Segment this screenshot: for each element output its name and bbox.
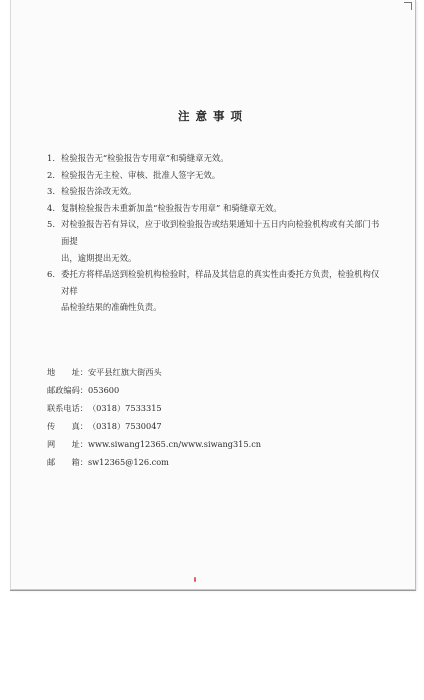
note-number: 4. bbox=[47, 202, 55, 213]
note-number: 6. bbox=[47, 269, 55, 280]
scan-corner-mark bbox=[404, 2, 412, 10]
contact-label: 联系电话： bbox=[47, 402, 88, 413]
red-mark bbox=[194, 577, 196, 582]
note-text bbox=[61, 183, 387, 200]
contact-row-email bbox=[47, 454, 387, 472]
note-text bbox=[61, 167, 387, 184]
note-number: 3. bbox=[47, 186, 55, 197]
contact-row-fax bbox=[47, 418, 387, 436]
note-item bbox=[47, 200, 387, 217]
contact-row-phone bbox=[47, 400, 387, 418]
contact-row-address bbox=[47, 364, 387, 382]
contact-value: （0318）7530047 bbox=[87, 420, 162, 431]
contact-info bbox=[47, 364, 387, 471]
note-number: 2. bbox=[47, 169, 55, 180]
note-item bbox=[47, 216, 387, 266]
note-line: 品检验结果的准确性负责。 bbox=[61, 302, 162, 313]
note-text bbox=[61, 216, 387, 266]
contact-value: 053600 bbox=[87, 384, 120, 395]
contact-row-postcode bbox=[47, 382, 387, 400]
note-line: 检验报告无“检验报告专用章”和骑缝章无效。 bbox=[61, 153, 229, 163]
contact-label: 邮政编码： bbox=[47, 384, 88, 395]
note-line: 检验报告无主检、审核、批准人签字无效。 bbox=[61, 169, 221, 180]
note-line: 复制检验报告未重新加盖“检验报告专用章” 和骑缝章无效。 bbox=[61, 202, 282, 213]
note-number: 5. bbox=[47, 219, 55, 230]
note-text bbox=[61, 266, 387, 316]
email-link[interactable]: sw12365@126.com bbox=[87, 456, 169, 467]
contact-label: 传 真： bbox=[47, 420, 88, 431]
document-sheet bbox=[10, 0, 416, 590]
contact-row-website bbox=[47, 436, 387, 454]
note-line: 检验报告涂改无效。 bbox=[61, 186, 137, 197]
contact-label: 地 址： bbox=[47, 367, 88, 377]
contact-label: 网 址： bbox=[47, 438, 88, 449]
note-item bbox=[47, 167, 387, 184]
note-item bbox=[47, 266, 387, 316]
contact-value: 安平县红旗大街西头 bbox=[87, 367, 162, 377]
note-line: 出，逾期提出无效。 bbox=[61, 252, 137, 263]
page-title: 注意事项 bbox=[178, 109, 248, 123]
contact-value: （0318）7533315 bbox=[87, 402, 162, 413]
website-link[interactable]: www.siwang12365.cn/www.siwang315.cn bbox=[87, 438, 262, 449]
note-line: 委托方将样品送到检验机构检验时，样品及其信息的真实性由委托方负责，检验机构仅对样 bbox=[61, 269, 380, 296]
contact-label: 邮 箱： bbox=[47, 456, 88, 467]
note-item bbox=[47, 150, 387, 167]
note-text bbox=[61, 150, 387, 167]
notes-list bbox=[47, 150, 387, 316]
note-text bbox=[61, 200, 387, 217]
scan-edge-line bbox=[10, 590, 416, 591]
note-item bbox=[47, 183, 387, 200]
note-line: 对检验报告若有异议，应于收到检验报告或结果通知十五日内向检验机构或有关部门书面提 bbox=[61, 219, 380, 246]
note-number: 1. bbox=[47, 153, 55, 163]
